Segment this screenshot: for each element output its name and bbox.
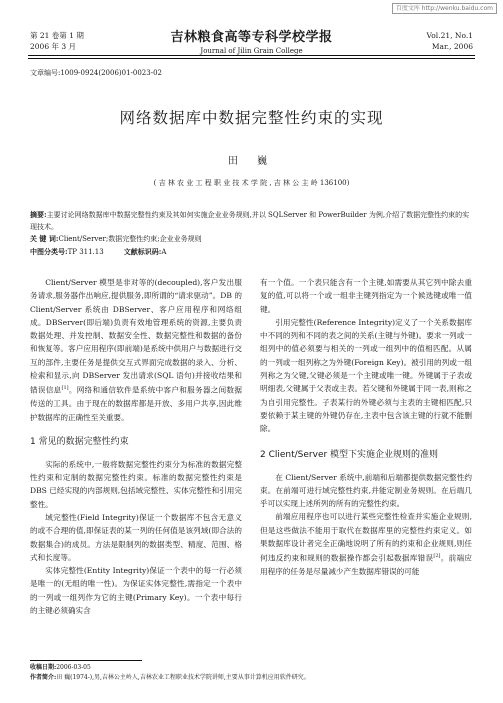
clc-value: TP 311.13 <box>67 247 104 256</box>
author-bio-label: 作者简介: <box>30 674 57 681</box>
abstract-block <box>30 209 475 258</box>
abstract <box>30 209 475 233</box>
paragraph: 域完整性(Field Integrity)保证一个数据库不包含无意义的或不合理的值,即保证表的某一列的任何值是该列域(即合法的数据集合)的成员。方法是限制列的数据类型、精度、范围、格式和长度等。 <box>30 512 242 562</box>
footnote <box>30 663 490 683</box>
journal-name-en: Journal of Jilin Grain College <box>200 47 303 55</box>
volume-cn: 第 21 卷第 1 期 <box>30 31 84 40</box>
date-cn: 2006 年 3 月 <box>30 42 77 51</box>
right-column <box>260 276 472 578</box>
paragraph <box>260 510 472 578</box>
paragraph <box>30 276 242 424</box>
author-affiliation: ( 吉 林 农 业 工 程 职 业 技 术 学 院 , 吉 林 公 主 岭 136100) <box>153 179 350 187</box>
watermark: 百度文库 http://wenku.baidu.com <box>392 3 497 14</box>
header-rule-thick <box>28 55 475 56</box>
header-volume-en <box>427 30 473 52</box>
paragraph: 实际的系统中,一般将数据完整性约束分为标准的数据完整性约束和定制的数据完整性约束。标准的数据完整性约束是 DBS 已经实现的内部规则,包括域完整性、实体完整性和引用完整性。 <box>30 459 242 509</box>
keywords-label: 关 键 词: <box>30 234 59 243</box>
footnote-rule <box>30 660 142 661</box>
section-heading-2: 2 Client/Server 模型下实施企业规则的准则 <box>260 449 439 460</box>
journal-name-cn: 吉林粮食高等专科学校学报 <box>170 30 333 45</box>
header-rule-thin <box>28 58 475 59</box>
paragraph-text: 前端应用程序也可以进行某些完整性检查并实施企业规则,但是这些做法不能用于取代在数据库里的完整性约束定义。如果数据库设计者完全正确地说明了所有的约束和企业规则,则任何违反约束和规则的数据操作都会引起数据库错误 <box>260 512 472 563</box>
author-name: 田 巍 <box>227 156 276 167</box>
paragraph-text: Client/Server 模型是非对等的(decoupled),客户发出服务请求,服务器作出响应,提供服务,即所谓的“请求驱动”。DB 的 Client/Server 系统由 DBServer、客户应用程序和网络组成。DBServer(即后端)负责有效地管理系统的资源,主要负责数据处理、并发控制、数据安全性、数据完整性和数据的备份和恢复等。客户应用程序(即前端)是系统中供用户与数据进行交互的部件,主要任务是提供交互式界面完成数据的录入、分析、检索和显示,向 DBServer 发出请求(SQL 语句)并接收结果和错误信息 <box>30 278 242 395</box>
paragraph: 实体完整性(Entity Integrity)保证一个表中的每一行必须是唯一的(无组的唯一性)。为保证实体完整性,需指定一个表中的一列或一组列作为它的主键(Primary Key)。一个表中每行的主键必须确实含 <box>30 566 242 616</box>
author-bio <box>30 673 490 683</box>
section-heading-1: 1 常见的数据完整性约束 <box>30 436 129 447</box>
left-column <box>30 276 242 617</box>
received-date <box>30 663 490 673</box>
doccode-label: 文献标识码: <box>123 246 162 256</box>
classification <box>30 246 475 259</box>
paragraph-text: 。网络和通信软件是系统中客户和服务器之间数据传送的工具。由于现在的数据库都是开放、多用户共享,因此维护数据库的正确性至关重要。 <box>30 385 243 422</box>
received-value: 2006-03-05 <box>56 664 91 671</box>
citation-ref: [2] <box>433 553 441 560</box>
paragraph: 引用完整性(Reference Integrity)定义了一个关系数据库中不同的列和不同的表之间的关系(主键与外键)。要求一列或一组列中的值必须要与相关的一列或一组列中的值相匹配。从属的一列或一组列称之为外键(Foreign Key)。被引用的列或一组列称之为父键,父键必须是一个主键或唯一键。外键属于子表或明细表,父键属于父表或主表。若父键和外键属于同一表,则称之为自引用完整性。子表某行的外键必须与主表的主键相匹配,只要依赖于某主键的外键仍存在,主表中包含该主键的行就不能删除。 <box>260 317 472 434</box>
paragraph: 在 Client/Server 系统中,前端和后端都提供数据完整性约束。在前端可进行域完整性约束,并能定制业务规则。在后端几乎可以实现上述所列的所有的完整性约束。 <box>260 472 472 509</box>
volume-en: Vol.21, No.1 <box>426 31 473 40</box>
author-bio-text: 田 巍(1974-),男,吉林公主岭人,吉林农业工程职业技术学院讲师,主要从事计算机应用软件研究。 <box>56 674 310 681</box>
paper-title: 网络数据库中数据完整性约束的实现 <box>119 109 384 127</box>
date-en: Mar., 2006 <box>431 42 473 51</box>
abstract-text: 主要讨论网络数据库中数据完整性约束及其如何实施企业业务规则,并以 SQLServer 和 PowerBuilder 为例,介绍了数据完整性约束的实现技术。 <box>30 211 470 231</box>
paragraph: 有一个值。一个表只能含有一个主键,如需要从其它列中除去重复的值,可以将一个或一组非主键列指定为一个候选键或唯一值键。 <box>260 278 472 314</box>
clc-label: 中图分类号: <box>30 246 68 256</box>
abstract-label: 摘要: <box>30 210 47 219</box>
keywords-text: Client/Server;数据完整性约束;企业业务规则 <box>58 235 202 243</box>
received-label: 收稿日期: <box>30 664 57 671</box>
doccode-value: A <box>161 247 167 256</box>
citation-ref: [1] <box>61 385 69 392</box>
paragraph-text: 。前端应用程序的任务是尽量减少产生数据库错误的可能 <box>260 553 473 577</box>
article-number: 文章编号:1009-0924(2006)01-0023-02 <box>30 69 162 77</box>
keywords <box>30 233 475 246</box>
